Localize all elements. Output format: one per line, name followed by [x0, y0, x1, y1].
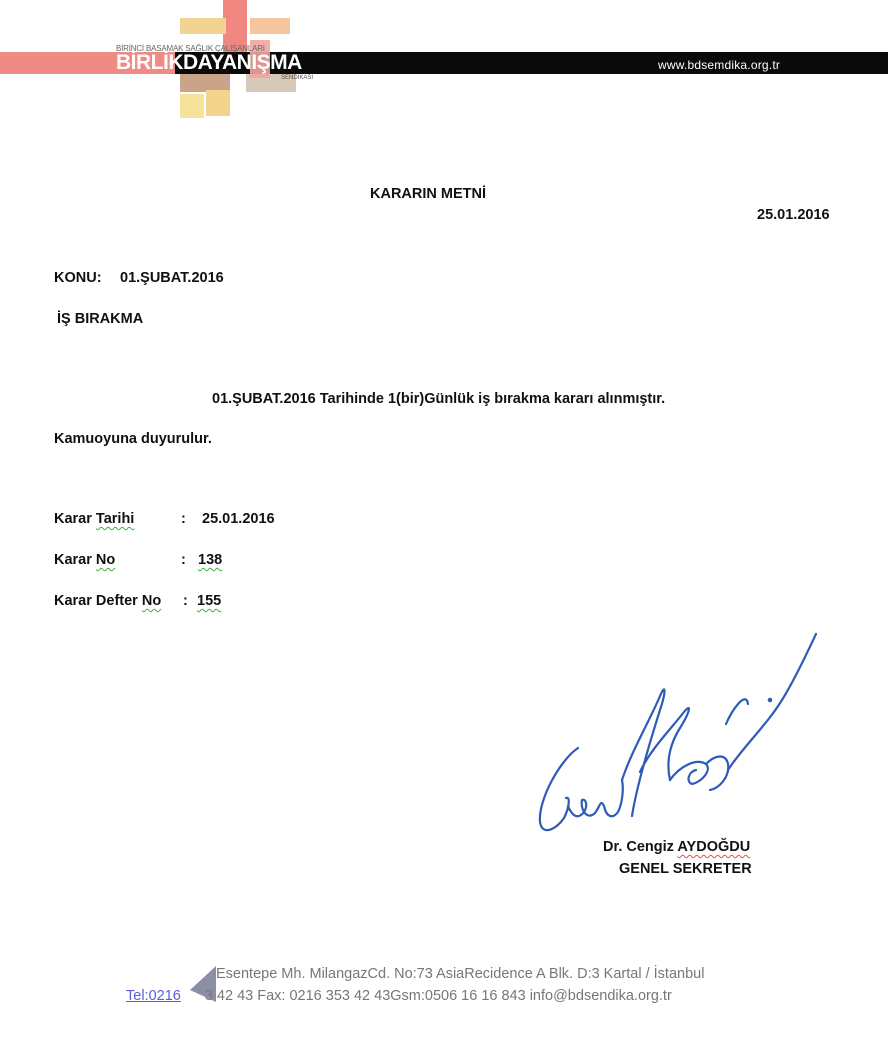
document-title: KARARIN METNİ	[370, 186, 486, 202]
document-date: 25.01.2016	[757, 207, 830, 223]
field-karar-tarihi-value: 25.01.2016	[202, 511, 275, 527]
logo-subtitle: SENDİKASI	[281, 75, 314, 81]
field-label-part: Karar	[54, 511, 92, 527]
field-label-part: Karar Defter	[54, 593, 138, 609]
logo-title-left: BİRLİK	[116, 51, 183, 74]
decision-statement: 01.ŞUBAT.2016 Tarihinde 1(bir)Günlük iş bırakma kararı alınmıştır.	[212, 391, 666, 407]
field-karar-defter-no-value: 155	[197, 593, 222, 609]
field-separator: :	[181, 511, 186, 527]
signatory-surname: AYDOĞDU	[677, 839, 751, 855]
signatory-role: GENEL SEKRETER	[619, 861, 752, 877]
website-url[interactable]: www.bdsemdika.org.tr	[658, 58, 781, 72]
field-karar-tarihi-label	[54, 511, 134, 527]
logo-top-line: BİRİNCİ BASAMAK SAĞLIK ÇALIŞANLARI	[116, 44, 265, 53]
footer-address: Esentepe Mh. MilangazCd. No:73 AsiaRecidence A Blk. D:3 Kartal / İstanbul	[216, 966, 705, 982]
footer-contact-rest: 3 42 43 Fax: 0216 353 42 43Gsm:0506 16 16 843 info@bdsendika.org.tr	[204, 988, 672, 1004]
field-label-part: No	[141, 593, 162, 609]
konu-label: KONU:	[54, 270, 102, 286]
signature-icon	[520, 630, 830, 850]
subject-line: İŞ BIRAKMA	[57, 311, 144, 327]
signatory-name	[603, 839, 750, 855]
field-label-part: Karar	[54, 552, 92, 568]
field-karar-defter-no-label	[54, 593, 161, 609]
footer-contact	[126, 988, 672, 1004]
logo-title	[116, 52, 302, 74]
field-karar-no-label	[54, 552, 115, 568]
field-label-part: No	[95, 552, 116, 568]
field-separator: :	[181, 552, 186, 568]
konu-value: 01.ŞUBAT.2016	[120, 270, 224, 286]
field-separator: :	[183, 593, 188, 609]
announcement: Kamuoyuna duyurulur.	[54, 431, 212, 447]
field-label-part: Tarihi	[95, 511, 135, 527]
field-karar-no-value: 138	[198, 552, 223, 568]
logo-title-right: DAYANIŞMA	[183, 51, 302, 74]
footer-tel-link[interactable]: Tel:0216	[126, 988, 181, 1004]
signatory-name-prefix: Dr. Cengiz	[603, 839, 674, 855]
